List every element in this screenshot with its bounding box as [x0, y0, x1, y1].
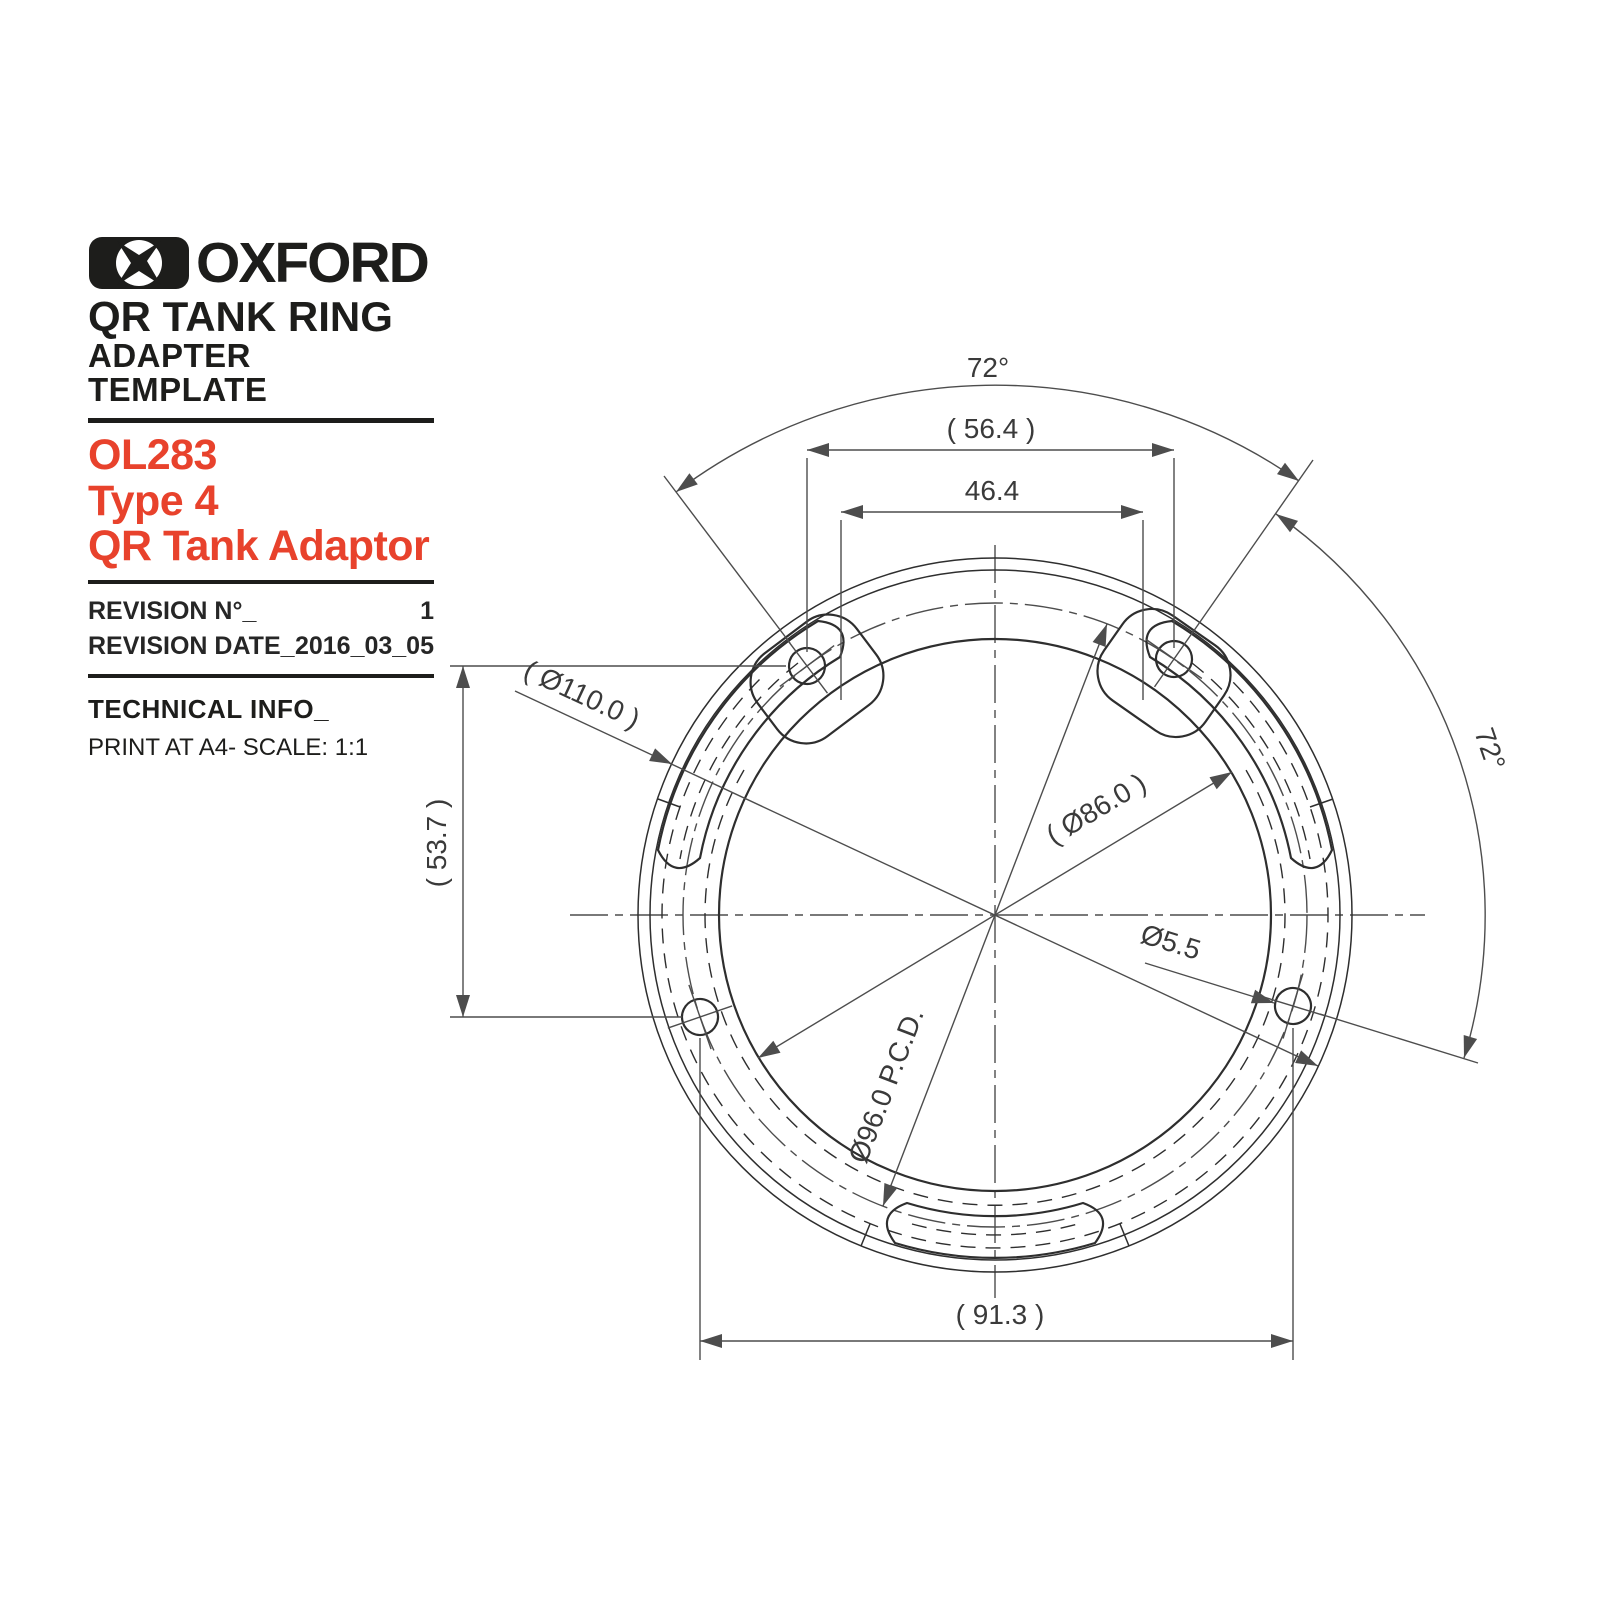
- technical-info-label: TECHNICAL INFO_: [88, 693, 330, 724]
- dimension-91-3: [700, 1028, 1293, 1360]
- brand-name: OXFORD: [196, 230, 428, 295]
- model-code: OL283: [88, 431, 217, 480]
- center-lines: [570, 545, 1425, 1298]
- product-title-line2: ADAPTER TEMPLATE: [88, 336, 268, 409]
- dimension-56-4: [807, 413, 1174, 652]
- revision-number-label: REVISION N°_: [88, 596, 257, 625]
- dim-label-91-3: ( 91.3 ): [955, 1299, 1045, 1330]
- product-title-line1: QR TANK RING: [88, 293, 393, 340]
- dim-label-56-4: ( 56.4 ): [946, 413, 1036, 444]
- dimension-dia-110: [515, 654, 1318, 1066]
- model-type: Type 4: [88, 476, 219, 525]
- dim-label-dia-5-5: Ø5.5: [1137, 918, 1205, 966]
- dim-label-dia-86: ( Ø86.0 ): [1040, 767, 1152, 851]
- model-name: QR Tank Adaptor: [88, 522, 430, 571]
- dim-label-angle-top: 72°: [966, 352, 1010, 383]
- bolt-holes: [657, 612, 1336, 1061]
- dim-label-angle-right: 72°: [1468, 723, 1512, 774]
- dim-label-46-4: 46.4: [964, 475, 1020, 506]
- revision-date-label: REVISION DATE_: [88, 631, 295, 660]
- dim-label-dia-110: ( Ø110.0 ): [519, 654, 645, 735]
- revision-number-value: 1: [420, 596, 434, 625]
- dim-label-53-7: ( 53.7 ): [421, 798, 452, 888]
- revision-date-value: 2016_03_05: [294, 631, 434, 660]
- dimension-angle-right-72: [1276, 514, 1512, 1063]
- print-scale-note: PRINT AT A4- SCALE: 1:1: [88, 733, 369, 761]
- dim-label-pcd-96: Ø96.0 P.C.D.: [842, 1003, 930, 1168]
